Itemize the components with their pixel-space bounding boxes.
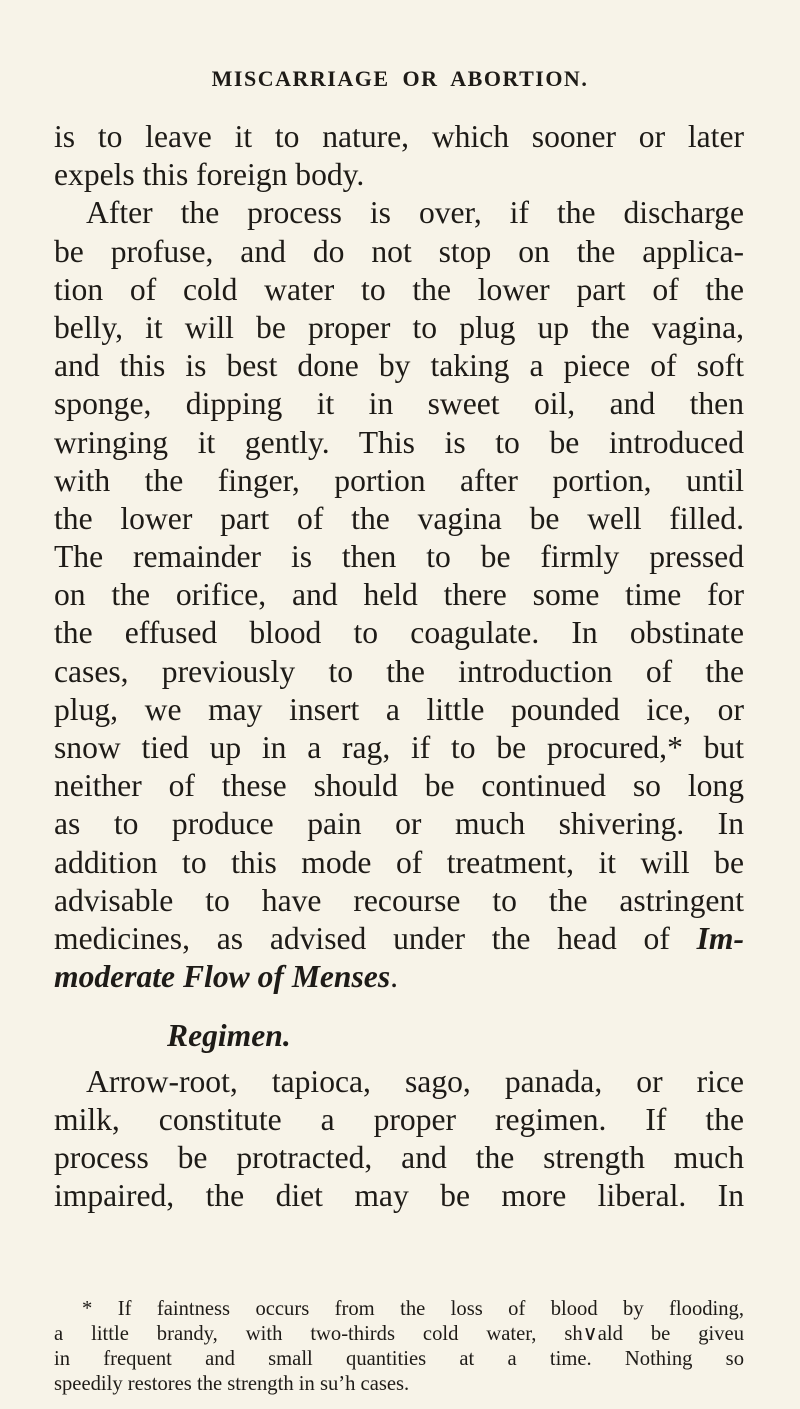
footnote-line: in frequent and small quantities at a time. Nothing so <box>54 1348 744 1370</box>
footnote <box>54 1297 744 1397</box>
text-line: and this is best done by taking a piece of soft <box>54 348 744 384</box>
text-line: the effused blood to coagulate. In obstinate <box>54 615 744 651</box>
italic-reference: Im- <box>696 920 744 956</box>
footnote-line: a little brandy, with two-thirds cold water, sh∨ald be giveu <box>54 1323 744 1345</box>
text-line: the lower part of the vagina be well filled. <box>54 500 744 536</box>
section-heading: Regimen. <box>167 1018 291 1054</box>
text-line: After the process is over, if the discharge <box>86 195 744 231</box>
text-line: sponge, dipping it in sweet oil, and then <box>54 386 744 422</box>
text-line: wringing it gently. This is to be introduced <box>54 424 744 460</box>
text-line <box>54 920 744 958</box>
text-line: cases, previously to the introduction of the <box>54 653 744 689</box>
footnote-line: speedily restores the strength in suʼh cases. <box>54 1373 410 1395</box>
text-line: as to produce pain or much shivering. In <box>54 806 744 842</box>
text-line <box>54 958 744 996</box>
text-line: milk, constitute a proper regimen. If the <box>54 1101 744 1137</box>
text-line: tion of cold water to the lower part of the <box>54 271 744 307</box>
text-line: with the finger, portion after portion, until <box>54 462 744 498</box>
text-line: impaired, the diet may be more liberal. In <box>54 1178 744 1214</box>
text-line: belly, it will be proper to plug up the vagina, <box>54 309 744 345</box>
text-line: Arrow-root, tapioca, sago, panada, or rice <box>86 1063 744 1099</box>
footnote-line: * If faintness occurs from the loss of blood by flooding, <box>82 1298 744 1320</box>
text-line: plug, we may insert a little pounded ice, or <box>54 691 744 727</box>
text-line: expels this foreign body. <box>54 157 365 193</box>
text-fragment: . <box>390 959 399 995</box>
text-line: on the orifice, and held there some time for <box>54 577 744 613</box>
text-line: advisable to have recourse to the astringent <box>54 882 744 918</box>
running-head: MISCARRIAGE OR ABORTION. <box>211 66 589 91</box>
text-line: process be protracted, and the strength much <box>54 1139 744 1175</box>
text-line: addition to this mode of treatment, it will be <box>54 844 744 880</box>
body-text <box>54 118 744 1215</box>
text-line: be profuse, and do not stop on the applica- <box>54 233 744 269</box>
text-line: neither of these should be continued so long <box>54 768 744 804</box>
text-fragment: medicines, as advised under the head of <box>54 920 697 956</box>
italic-reference: moderate Flow of Menses <box>54 959 391 995</box>
text-line: is to leave it to nature, which sooner or later <box>54 119 744 154</box>
text-line: The remainder is then to be firmly pressed <box>54 539 744 575</box>
text-line: snow tied up in a rag, if to be procured,* but <box>54 730 744 765</box>
